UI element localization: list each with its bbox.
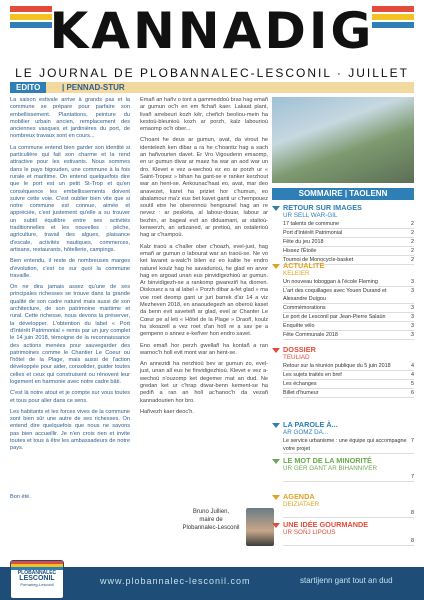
toc-entry[interactable] bbox=[283, 287, 414, 304]
toc-section-label: DOSSIER bbox=[283, 345, 316, 354]
logo-line: PLOBANNALEC bbox=[17, 570, 57, 576]
toc-entry-label: Retour sur la réunion publique du 5 juin 2018 bbox=[283, 363, 391, 369]
french-paragraph: La saison estivale arrive à grands pas et la commune se prépare pour parfaire son embellissement. Plantations, peinture du mobilier urbain ancien, remplacement des anciennes vasques et jardinières du port, de nombreux travaux sont en cours... bbox=[10, 97, 130, 140]
toc-entry-page: 3 bbox=[411, 288, 414, 294]
breton-paragraph: Emañ an hañv o tont a gammeddoù bras hag emañ ar gumun oc'h en em fichañ kaer. Lakaat plant, livañ arrebeuri kozh kêr, cheñch beoliou-mein ha kestoù-bleunioù kozh ar porzh, kalz labourioù emaomp oc'h ober... bbox=[140, 97, 268, 133]
toc-entry-page: 3 bbox=[411, 332, 414, 338]
toc-section bbox=[272, 493, 414, 518]
edito-signoff: Bon été. bbox=[10, 494, 31, 500]
toc-entry-label: Hissez l'Étoile bbox=[283, 248, 317, 254]
breton-paragraph: Hañvezh kaer deoc'h. bbox=[140, 408, 194, 415]
toc-section-title[interactable] bbox=[272, 421, 414, 429]
toc-entry[interactable] bbox=[283, 473, 414, 482]
toc-entry-label: Les échanges bbox=[283, 381, 317, 387]
toc-entry-page: 7 bbox=[411, 474, 414, 480]
edito-breton-column bbox=[140, 97, 268, 420]
toc-entry[interactable] bbox=[283, 278, 414, 287]
toc-entry-label: Fête du jeu 2018 bbox=[283, 239, 324, 245]
toc-entry-page: 3 bbox=[411, 305, 414, 311]
toc-entry[interactable] bbox=[283, 362, 414, 371]
toc-entry-page: 4 bbox=[411, 363, 414, 369]
toc-entry-page: 2 bbox=[411, 248, 414, 254]
toc-entry-label: 17 talents de commune bbox=[283, 221, 340, 227]
breton-paragraph: Eno emañ hor perzh gwellañ ha kontañ a ran warnoc'h holl evit mont war an hent-se. bbox=[140, 342, 268, 356]
toc-entry-page: 3 bbox=[411, 323, 414, 329]
toc-entry-label: Un nouveau toboggan à l'école Fleming bbox=[283, 279, 378, 285]
toc-section-label: UNE IDÉE GOURMANDE bbox=[283, 520, 369, 529]
toc-entry-page: 2 bbox=[411, 230, 414, 236]
website-link[interactable]: www.plobannalec-lesconil.com bbox=[100, 576, 251, 586]
edito-french-column bbox=[10, 97, 130, 457]
commune-logo bbox=[10, 560, 64, 599]
toc-entry-label: Port d'Intérêt Patrimonial bbox=[283, 230, 343, 236]
toc-entry-page: 7 bbox=[411, 438, 414, 444]
toc-section bbox=[272, 457, 414, 482]
french-paragraph: Les habitants et les forces vives de la commune sont bien sûr une autre de ses richesses. On entend dire quelquefois que nous ne savons pas bien accueillir. Je n'en crois rien et invite toutes et tous à être les ambassadeurs de notre pays. bbox=[10, 408, 130, 452]
toc-entry-page: 6 bbox=[411, 390, 414, 396]
toc-section-subtitle: KELEIER bbox=[283, 270, 310, 277]
masthead-title: KANNADIG bbox=[49, 2, 375, 60]
french-paragraph: C'est là notre atout et je compte sur vous toutes et tous pour aller dans ce sens. bbox=[10, 390, 130, 404]
triangle-icon bbox=[272, 523, 280, 528]
harbour-photo bbox=[272, 97, 414, 183]
french-paragraph: La commune entend bien garder son identité si particulière qui fait son charme et la rend attractive pour les estivants. Nous sommes dans le pays bigouden, une commune à la fois rurale et maritime. On entend quelquefois dire que le port est un petit St-Trop et qu'en conséquence les embellissements doivent suivre cette voie. C'est oublier bien vite que si notre commune est connue, aimée et appréciée, c'est justement qu'elle a su trouver un subtil équilibre entre ses activités traditionnelles et les nouvelles : pêche, agriculture, travail des algues, plaisance d'escale, activités nautiques, commerces, artisans, restaurants, hôtellerie, campings. bbox=[10, 144, 130, 253]
toc-entry[interactable] bbox=[283, 509, 414, 518]
triangle-icon bbox=[272, 423, 280, 428]
toc-entry[interactable] bbox=[283, 313, 414, 322]
toc-entry[interactable] bbox=[283, 380, 414, 389]
breton-paragraph: Kalz traoù a c'haller ober c'hoazh, evel-just, hag emañ ar gumun o labourat war an traoù-se. Ne vo ket lavaret a-walc'h bilen ez eo kalite he endro naturel koulz hag he savadurioù, he glad en arvor hag en argoad unan eus pinvidigezhioù ar gumun. Ar binvidigezh-se a rankomp gwareziñ ha diorren. Diskouez a ra al label « Porzh dibar a-fet glad » ma voe roet deomp gant ur juri barrek d'ar 14 a viz Mezheven 2018, en anaoudegezh an oberoù kaset da benn evit saveteiñ ar glad, evel ar Chanter Le Cœur pe al leti « Hôtel de la Plage » Draoñ, koulz ha skoazell a vez roet d'an holl re a sav pe a gempenn o annez e-keñver hon endro savet. bbox=[140, 243, 268, 338]
toc-section bbox=[272, 262, 414, 340]
toc-section-label: ACTUALITÉ bbox=[283, 261, 325, 270]
triangle-icon bbox=[272, 264, 280, 269]
triangle-icon bbox=[272, 348, 280, 353]
toc-section-title[interactable] bbox=[272, 262, 414, 270]
edito-tag: EDITO bbox=[10, 82, 46, 93]
toc-entry-page: 3 bbox=[411, 314, 414, 320]
toc-entry-label: Tournoi de Monocycle-basket bbox=[283, 257, 354, 263]
toc-entry-page: 4 bbox=[411, 372, 414, 378]
toc-entry-label: Billet d'humeur bbox=[283, 390, 319, 396]
toc-entry-page: 8 bbox=[411, 510, 414, 516]
toc-entry-page: 2 bbox=[411, 221, 414, 227]
toc-section-title[interactable] bbox=[272, 521, 414, 529]
author-name: Bruno Jullien, bbox=[192, 509, 230, 515]
toc-entry-label: Enquête vélo bbox=[283, 323, 315, 329]
triangle-icon bbox=[272, 495, 280, 500]
toc-entry-label: L'art des coquillages avec Youen Durand et Alexandre Duigou bbox=[283, 288, 387, 302]
toc-section-subtitle: TEULIAD bbox=[283, 354, 310, 361]
toc-entry[interactable] bbox=[283, 322, 414, 331]
breton-paragraph: An annezidi ha nerzhioù bev ar gumun zo, evel-just, unan all eus he finvidigezhioù. Klevet e vez a-wechoù n'ouzomp ket degemer mat an dud. Ne gredan ket ur c'hrap diwar-benn kement-se ha pediñ a ran an holl ac'hanoc'h da vezañ kannadourien hor bro. bbox=[140, 361, 268, 404]
footer-motto: startijenn gant tout an dud bbox=[300, 576, 393, 585]
triangle-icon bbox=[272, 206, 280, 211]
toc-section-subtitle: UR SOÑJ LIPOUS bbox=[283, 529, 336, 536]
sommaire-title: SOMMAIRE | TAOLENN bbox=[272, 188, 414, 200]
toc-section-subtitle: AR GOMZ DA... bbox=[283, 429, 329, 436]
toc-entry[interactable] bbox=[283, 371, 414, 380]
toc-entry[interactable] bbox=[283, 304, 414, 313]
author-role: maire de bbox=[199, 517, 223, 523]
author-commune: Plobannalec-Lesconil bbox=[182, 525, 240, 531]
toc-entry-page: 3 bbox=[411, 279, 414, 285]
toc-entry-label: Commémorations bbox=[283, 305, 326, 311]
toc-entry[interactable] bbox=[283, 229, 414, 238]
toc-section-label: AGENDA bbox=[283, 492, 315, 501]
toc-section-subtitle: UR SELL WAR-GIL bbox=[283, 212, 338, 219]
toc-entry[interactable] bbox=[283, 220, 414, 229]
edito-subtitle: | PENNAD-STUR bbox=[62, 83, 125, 92]
toc-entry-label: Le service urbanisme : une équipe qui accompagne votre projet bbox=[283, 438, 407, 452]
triangle-icon bbox=[272, 459, 280, 464]
toc-entry[interactable] bbox=[283, 238, 414, 247]
toc-section-label: RETOUR SUR IMAGES bbox=[283, 203, 362, 212]
toc-section bbox=[272, 521, 414, 546]
toc-section-label: LE MOT DE LA MINORITÉ bbox=[283, 456, 372, 465]
toc-entry[interactable] bbox=[283, 437, 414, 454]
toc-entry-page: 8 bbox=[411, 538, 414, 544]
toc-section-subtitle: DEIZIATAER bbox=[283, 501, 320, 508]
logo-line: Pornaneg-Lesconil bbox=[20, 582, 54, 587]
mayor-portrait-photo bbox=[246, 508, 274, 546]
toc-entry-label: Fête Communale 2018 bbox=[283, 332, 338, 338]
toc-entry[interactable] bbox=[283, 331, 414, 340]
toc-entry-label: Le port de Lesconil par Jean-Pierre Salaün bbox=[283, 314, 386, 320]
toc-entry-page: 2 bbox=[411, 257, 414, 263]
logo-line: LESCONIL bbox=[19, 575, 55, 582]
breton-paragraph: C'hoant he deus ar gumun, avat, da virout he identelezh ken dibar a ra he c'hoantiz hag a sach an hañvourien davet. Er Vro Vigoudenn emaomp, en ur gumun divar ar maez ha war an aod war un dro. Klevet e vez a-wechoù ez eo ar porzh ur « Saint-Tropez » bihan ha gant-se e ranker kerzhout war an hent-se. Ankounac'haat eo, avat, mar deo anavezet, karet ha priziet hor c'humun, eo abalamour ma'z eus bet kavet ganti ur c'hempouez soutil etre he oberennoù hengounel hag an re nevez : ar pesketa, al labour-douar, labour ar bezhin, ar bageal evit an diduamant, ar stalioù-kenwerzh, an artizaned, ar pretioù, an ostalerioù hag ar c'hampoù. bbox=[140, 137, 268, 239]
toc-section-title[interactable] bbox=[272, 493, 414, 501]
toc-section-subtitle: UR GER GANT AR BIHANNIVER bbox=[283, 465, 378, 472]
toc-section bbox=[272, 204, 414, 265]
toc-section-title[interactable] bbox=[272, 204, 414, 212]
toc-entry[interactable] bbox=[283, 389, 414, 398]
toc-section-title[interactable] bbox=[272, 346, 414, 354]
toc-entry[interactable] bbox=[283, 537, 414, 546]
masthead-subtitle: LE JOURNAL DE PLOBANNALEC-LESCONIL · JUILLET bbox=[15, 66, 409, 80]
french-paragraph: Bien entendu, il reste de nombreuses marges d'évolution, c'est ce sur quoi la commune travaille. bbox=[10, 258, 130, 279]
author-signature bbox=[178, 508, 244, 532]
toc-section bbox=[272, 421, 414, 454]
toc-entry-page: 5 bbox=[411, 381, 414, 387]
toc-entry[interactable] bbox=[283, 247, 414, 256]
toc-section-label: LA PAROLE À... bbox=[283, 420, 338, 429]
toc-entry-label: Les sujets traités en bref bbox=[283, 372, 342, 378]
toc-entry-page: 2 bbox=[411, 239, 414, 245]
toc-section bbox=[272, 346, 414, 398]
toc-section-title[interactable] bbox=[272, 457, 414, 465]
french-paragraph: On ne dira jamais assez qu'une de ses principales richesses se trouve dans la grande qualité de son cadre naturel mais aussi de son architecture, de son patrimoine maritime et rural. Cette richesse, nous devons la préserver, la développer. L'obtention du label « Port d'Intérêt Patrimonial » remis par un jury complet le 14 juin 2018, témoigne de la reconnaissance des actions menées pour sauvegarder des patrimoines comme le Chantier Le Coeur ou l'hôtel de la Plage, mais aussi de l'action développée pour aider, consolider, guider toutes celles et ceux qui construisent ou rénovent leur logement en harmonie avec notre cadre bâti. bbox=[10, 284, 130, 385]
